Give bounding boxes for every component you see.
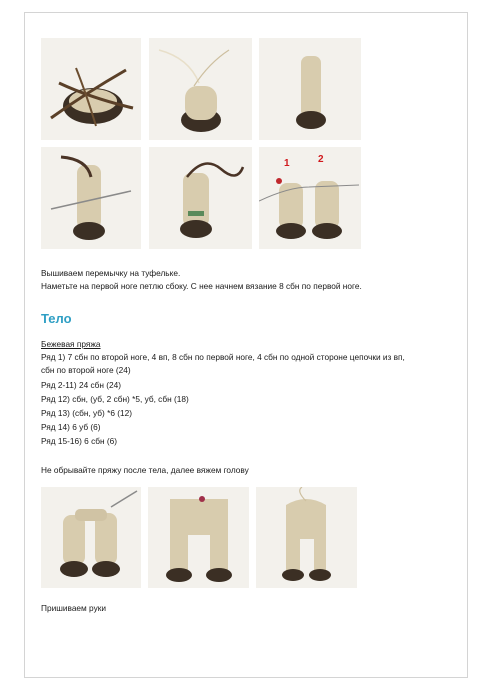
pattern-row: Ряд 15-16) 6 сбн (6) xyxy=(41,436,118,446)
section-heading-body: Тело xyxy=(41,311,72,326)
pattern-row: Ряд 13) (сбн, уб) *6 (12) xyxy=(41,408,133,418)
final-text: Пришиваем руки xyxy=(41,603,106,613)
photo-loop-marked xyxy=(149,147,252,249)
photo-body-side xyxy=(256,487,357,588)
photo-shoe-sole-with-twigs xyxy=(41,38,141,140)
intro-line-1: Вышиваем перемычку на туфельке. xyxy=(41,268,181,278)
pattern-row: Ряд 14) 6 уб (6) xyxy=(41,422,101,432)
note-text: Не обрывайте пряжу после тела, далее вяжем голову xyxy=(41,465,249,475)
yarn-label: Бежевая пряжа xyxy=(41,339,101,349)
photo-shoe-start-leg xyxy=(149,38,252,140)
photo-marker-2: 2 xyxy=(318,154,324,165)
photo-finished-leg xyxy=(259,38,361,140)
photo-body-start xyxy=(41,487,141,588)
pattern-row: Ряд 1) 7 сбн по второй ноге, 4 вп, 8 сбн по первой ноге, 4 сбн по одной стороне цепочки из вп, xyxy=(41,352,405,362)
pattern-row: сбн по второй ноге (24) xyxy=(41,365,131,375)
photo-marker-1: 1 xyxy=(284,158,290,169)
photo-embroider-strap xyxy=(41,147,141,249)
intro-line-2: Наметьте на первой ноге петлю сбоку. С нее начнем вязание 8 сбн по первой ноге. xyxy=(41,281,362,291)
pattern-row: Ряд 2-11) 24 сбн (24) xyxy=(41,380,122,390)
pattern-row: Ряд 12) сбн, (уб, 2 сбн) *5, уб, сбн (18) xyxy=(41,394,189,404)
photo-two-legs-numbered xyxy=(259,147,361,249)
photo-body-front xyxy=(148,487,249,588)
